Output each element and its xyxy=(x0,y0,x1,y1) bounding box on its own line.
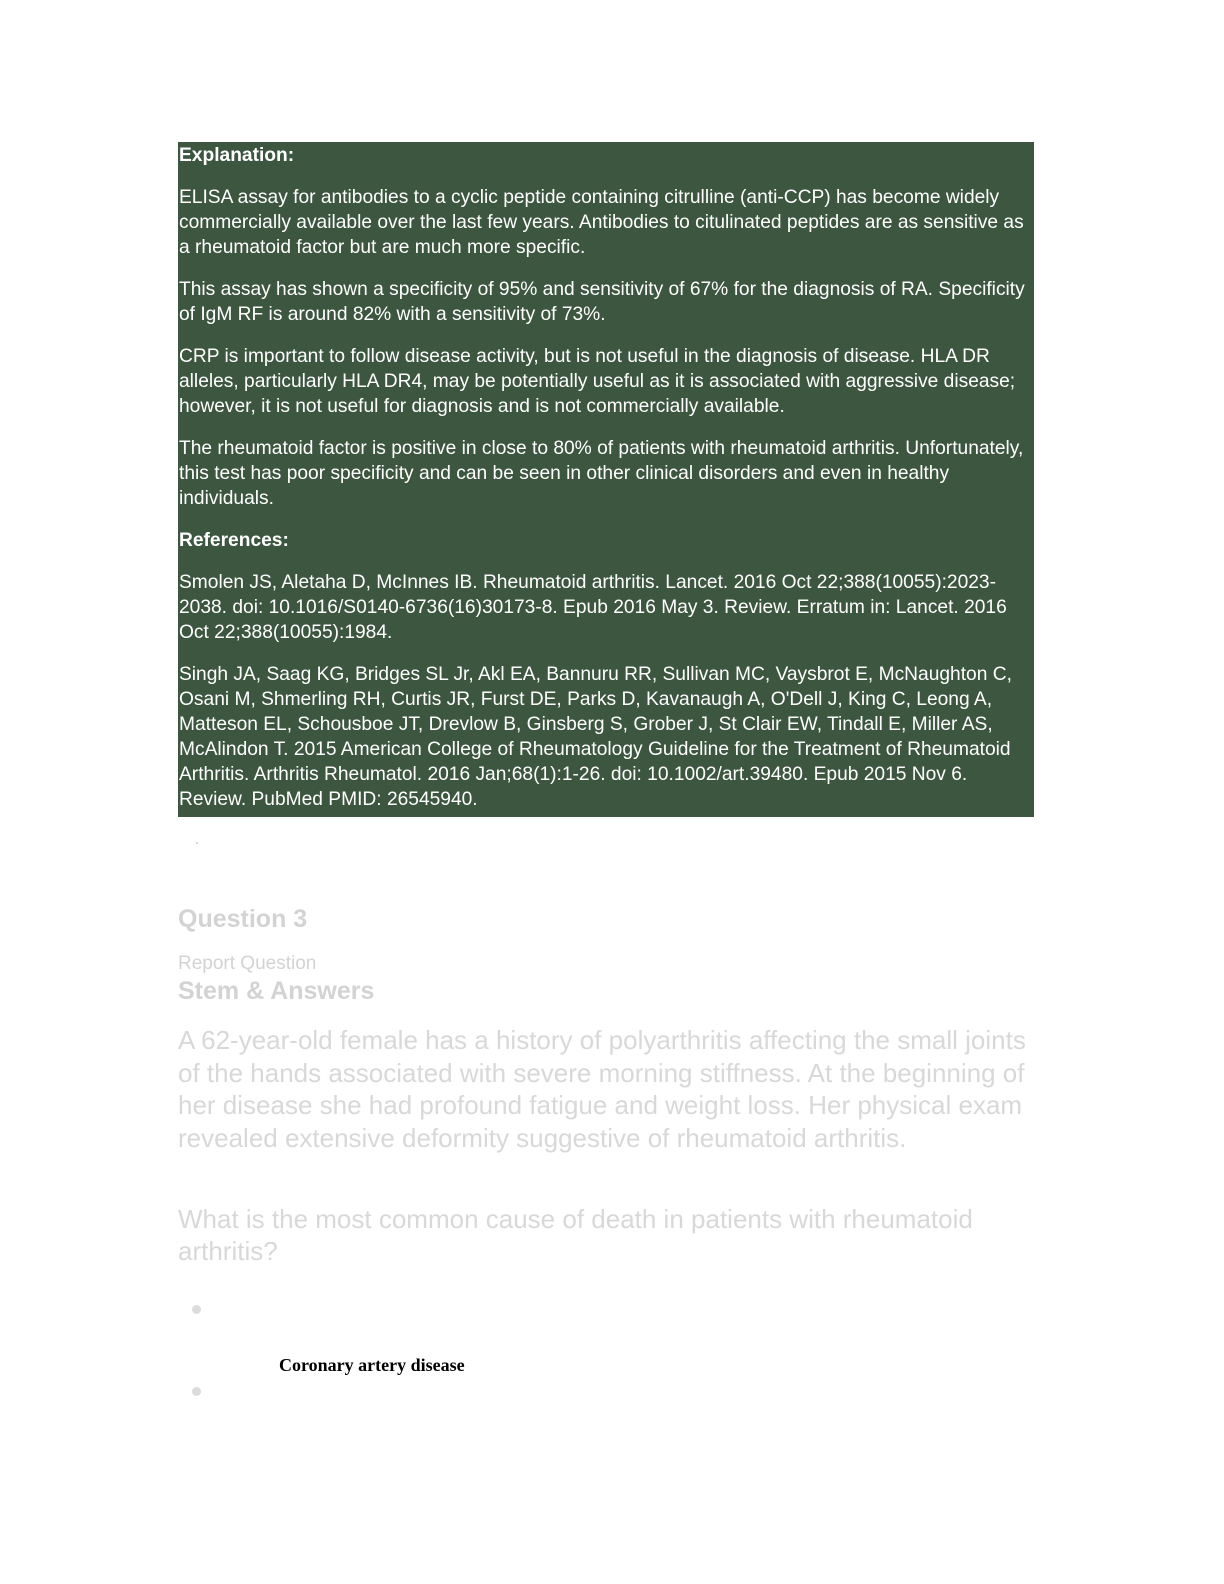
answer-option[interactable]: Coronary artery disease xyxy=(279,1355,465,1375)
stem-answers-title: Stem & Answers xyxy=(178,977,375,1005)
explanation-panel xyxy=(178,142,1034,817)
question-prompt: What is the most common cause of death in patients with rheumatoid arthritis? xyxy=(178,1204,973,1266)
bullet-icon xyxy=(192,1387,201,1396)
separator-dot xyxy=(196,842,198,844)
explanation-paragraph: ELISA assay for antibodies to a cyclic peptide containing citrulline (anti-CCP) has become widely commercially available over the last few years. Antibodies to citulinated peptides are as sensitive as a rheumatoid factor but are much more specific. xyxy=(179,187,1024,258)
explanation-paragraph: The rheumatoid factor is positive in close to 80% of patients with rheumatoid arthritis. Unfortunately, this test has poor specificity and can be seen in other clinical disorders and even in healthy individuals. xyxy=(179,438,1024,509)
explanation-paragraph: CRP is important to follow disease activity, but is not useful in the diagnosis of disease. HLA DR alleles, particularly HLA DR4, may be potentially useful as it is associated with aggressive disease; however, it is not useful for diagnosis and is not commercially available. xyxy=(179,346,1016,417)
reference-item: Singh JA, Saag KG, Bridges SL Jr, Akl EA, Bannuru RR, Sullivan MC, Vaysbrot E, McNaughton C, Osani M, Shmerling RH, Curtis JR, Furst DE, Parks D, Kavanaugh A, O'Dell J, King C, Leong A, Matteson EL, Schousboe JT, Drevlow B, Ginsberg S, Grober J, St Clair EW, Tindall E, Miller AS, McAlindon T. 2015 American College of Rheumatology Guideline for the Treatment of Rheumatoid Arthritis. Arthritis Rheumatol. 2016 Jan;68(1):1-26. doi: 10.1002/art.39480. Epub 2015 Nov 6. Review. PubMed PMID: 26545940. xyxy=(179,664,1012,810)
bullet-icon xyxy=(192,1305,201,1314)
explanation-heading: Explanation: xyxy=(179,145,295,166)
reference-item: Smolen JS, Aletaha D, McInnes IB. Rheumatoid arthritis. Lancet. 2016 Oct 22;388(10055):2023-2038. doi: 10.1016/S0140-6736(16)30173-8. Epub 2016 May 3. Review. Erratum in: Lancet. 2016 Oct 22;388(10055):1984. xyxy=(179,572,1007,643)
explanation-paragraph: This assay has shown a specificity of 95% and sensitivity of 67% for the diagnosis of RA. Specificity of IgM RF is around 82% with a sensitivity of 73%. xyxy=(179,279,1025,325)
question-stem: A 62-year-old female has a history of polyarthritis affecting the small joints of the hands associated with severe morning stiffness. At the beginning of her disease she had profound fatigue and weight loss. Her physical exam revealed extensive deformity suggestive of rheumatoid arthritis. xyxy=(178,1025,1026,1153)
references-heading: References: xyxy=(179,530,289,551)
question-title: Question 3 xyxy=(178,905,308,933)
report-question-link[interactable]: Report Question xyxy=(178,953,317,974)
